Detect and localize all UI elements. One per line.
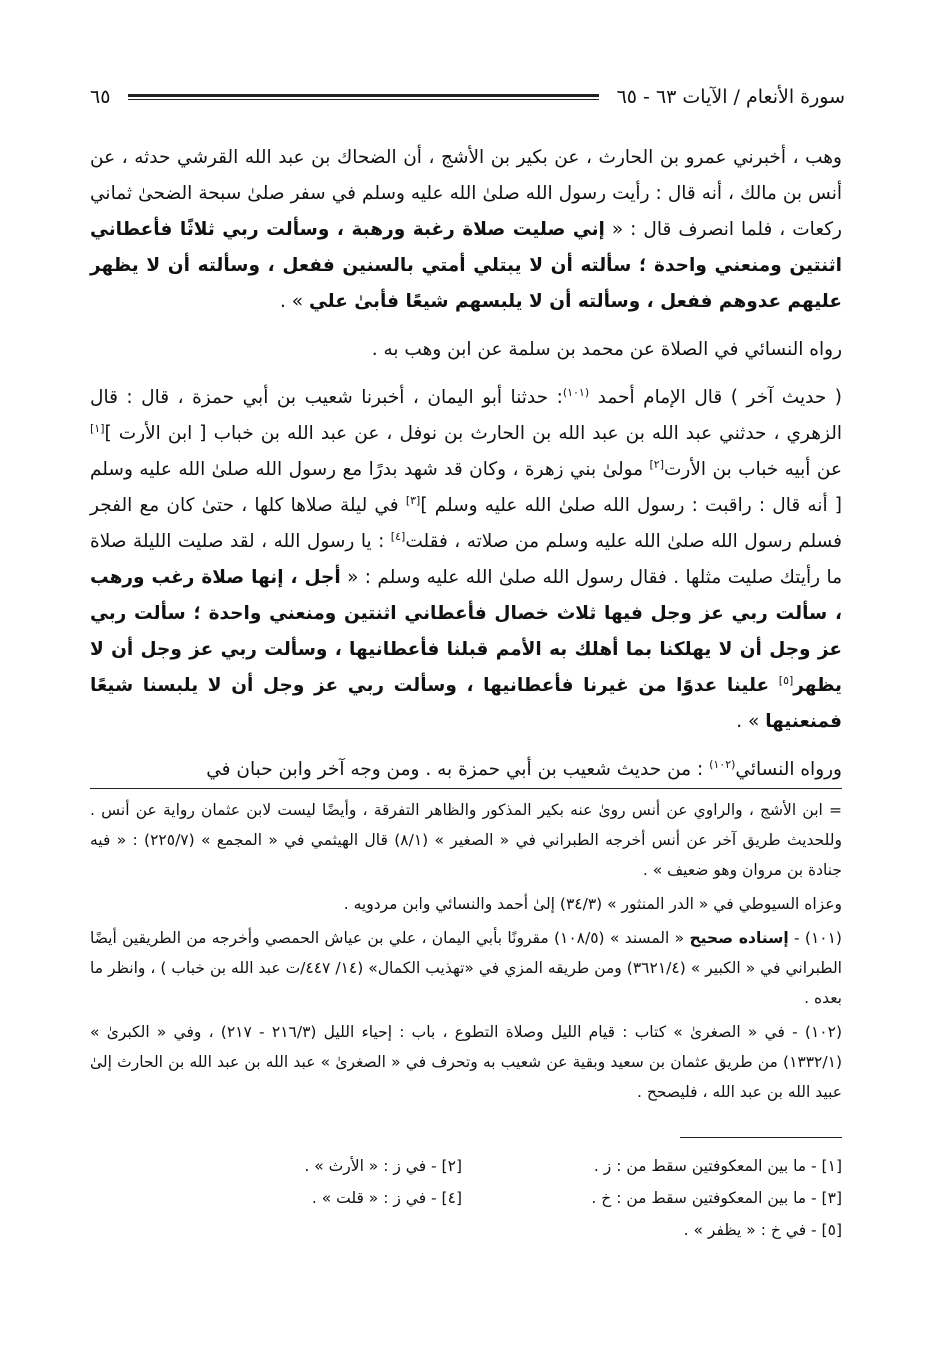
page-number: ٦٥ [90, 86, 111, 108]
variant-ref-3: [٣] [405, 493, 421, 507]
hadith-2-bold-1: أجل ، إنها صلاة رغب ورهب ، سألت ربي عز وجل فيها ثلاث خصال فأعطاني اثنتين ومنعني واحدة ؛ سألت ربي عز وجل أن لا يهلكنا بما أهلك به الأمم قبلنا فأعطانيها ، وسألت ربي عز وجل أن لا يظهر [90, 567, 842, 696]
footnote-101-num: (١٠١) - [788, 929, 842, 947]
variants-row [90, 1214, 842, 1246]
footnote-101-bold: إسناده صحيح [689, 929, 789, 947]
variants-divider [680, 1137, 842, 1138]
variant-4: [٤] - في ز : « قلت » . [311, 1189, 462, 1207]
footnote-continued: = ابن الأشج ، والراوي عن أنس روىٰ عنه بكير المذكور والظاهر التفرقة ، وأيضًا ليست لابن عثمان رواية عن أنس . وللحديث طريق آخر عن أنس أخرجه الطبراني في « الصغير » (٨/١) قال الهيثمي في « المجمع » (٢٢٥/٧) : « فيه جنادة بن مروان وهو ضعيف » . [90, 801, 843, 879]
hadith-2-e: في ليلة صلاها كلها ، حتىٰ كان مع الفجر فسلم رسول الله صلىٰ الله عليه وسلم من صلاته ، فقلت [90, 495, 842, 552]
nasai-2-a: ورواه النسائي [735, 759, 842, 780]
hadith-2-end: » . [736, 711, 766, 732]
variant-2: [٢] - في ز : « الأرث » . [304, 1157, 462, 1175]
hadith-2-a: ( حديث آخر ) قال الإمام أحمد [589, 387, 842, 408]
hadith-2-d: مولىٰ بني زهرة ، وكان قد شهد بدرًا مع رسول الله صلىٰ الله عليه وسلم [ أنه قال : راقبت : رسول الله صلىٰ الله عليه وسلم ] [90, 459, 843, 516]
hadith-1-text: وهب ، أخبرني عمرو بن الحارث ، عن بكير بن الأشج ، أن الضحاك بن عبد الله القرشي حدثه ، عن أنس بن مالك ، أنه قال : رأيت رسول الله صلىٰ الله عليه وسلم في سفر صلىٰ سبحة الضحىٰ ثماني ركعات ، فلما انصرف قال : « [90, 147, 842, 240]
hadith-1-end: » . [279, 291, 309, 312]
hadith-2-c: عن أبيه خباب بن الأرت [664, 459, 842, 480]
footnote-101-text: « المسند » (١٠٨/٥) مقرونًا بأبي اليمان ، علي بن عياش الحمصي وأخرجه من الطريقين أيضًا الطبراني في « الكبير » (٣٦٢١/٤) ومن طريقه المزي في «تهذيب الكمال» (١٤/ ٤٤٧/ت عبد الله بن خباب ) ، وانظر ما بعده . [90, 929, 842, 1007]
variant-ref-5: [٥] [778, 673, 794, 687]
hadith-2-b: : حدثنا أبو اليمان ، أخبرنا شعيب بن أبي حمزة ، قال : قال الزهري ، حدثني عبد الله بن عبد الله بن الحارث بن نوفل ، عن عبد الله بن خباب [ ابن الأرت ] [90, 387, 842, 444]
footnotes-divider [90, 788, 842, 789]
manuscript-variants [90, 1150, 842, 1246]
paragraph-nasai-1: رواه النسائي في الصلاة عن محمد بن سلمة عن ابن وهب به . [371, 339, 842, 360]
variants-row [90, 1182, 842, 1214]
variant-5: [٥] - في خ : « يظفر » . [683, 1221, 842, 1239]
paragraph-hadith-1 [90, 140, 842, 320]
footnote-ref-101: (١٠١) [562, 385, 590, 399]
variant-3: [٣] - ما بين المعكوفتين سقط من : خ . [591, 1189, 842, 1207]
paragraph-hadith-2 [90, 380, 842, 740]
main-text [90, 140, 842, 800]
paragraph-nasai-2 [90, 752, 842, 788]
hadith-2-f: : يا رسول الله ، لقد صليت الليلة صلاة ما رأيتك صليت مثلها . فقال رسول الله صلىٰ الله عليه وسلم : « [90, 531, 842, 588]
footnote-ref-102: (١٠٢) [709, 757, 736, 771]
variant-1: [١] - ما بين المعكوفتين سقط من : ز . [593, 1157, 842, 1175]
footnote-102: (١٠٢) - في « الصغرىٰ » كتاب : قيام الليل وصلاة التطوع ، باب : إحياء الليل (٢١٦/٣ - ٢١٧) ، وفي « الكبرىٰ » (١٣٣٢/١) من طريق عثمان بن سعيد وبقية عن شعيب به وتحرف في « الصغرىٰ » عبد الله بن عبد الله بن الحارث إلىٰ عبيد الله بن عبد الله ، فليصحح . [90, 1023, 842, 1101]
variant-ref-1: [١] [90, 421, 105, 435]
variant-ref-4: [٤] [390, 529, 406, 543]
header-rule [128, 94, 598, 100]
footnote-101 [90, 923, 842, 1013]
hadith-1-bold: إني صليت صلاة رغبة ورهبة ، وسألت ربي ثلاثًا فأعطاني اثنتين ومنعني واحدة ؛ سألته أن لا يبتلي أمتي بالسنين ففعل ، وسألته أن لا يظهر عليهم عدوهم ففعل ، وسألته أن لا يلبسهم شيعًا فأبىٰ علي [90, 219, 842, 312]
hadith-2-bold-2: علينا عدوًا من غيرنا فأعطانيها ، وسألت ربي عز وجل أن لا يلبسنا شيعًا فمنعنيها [90, 675, 842, 732]
footnotes [90, 795, 842, 1111]
footnote-continued-2: وعزاه السيوطي في « الدر المنثور » (٣٤/٣) إلىٰ أحمد والنسائي وابن مردويه . [343, 895, 842, 913]
variant-ref-2: [٢] [649, 457, 665, 471]
nasai-2-b: : من حديث شعيب بن أبي حمزة به . ومن وجه آخر وابن حبان في [206, 759, 710, 780]
variants-row [90, 1150, 842, 1182]
running-head [90, 80, 845, 114]
surah-title: سورة الأنعام / الآيات ٦٣ - ٦٥ [616, 86, 845, 108]
